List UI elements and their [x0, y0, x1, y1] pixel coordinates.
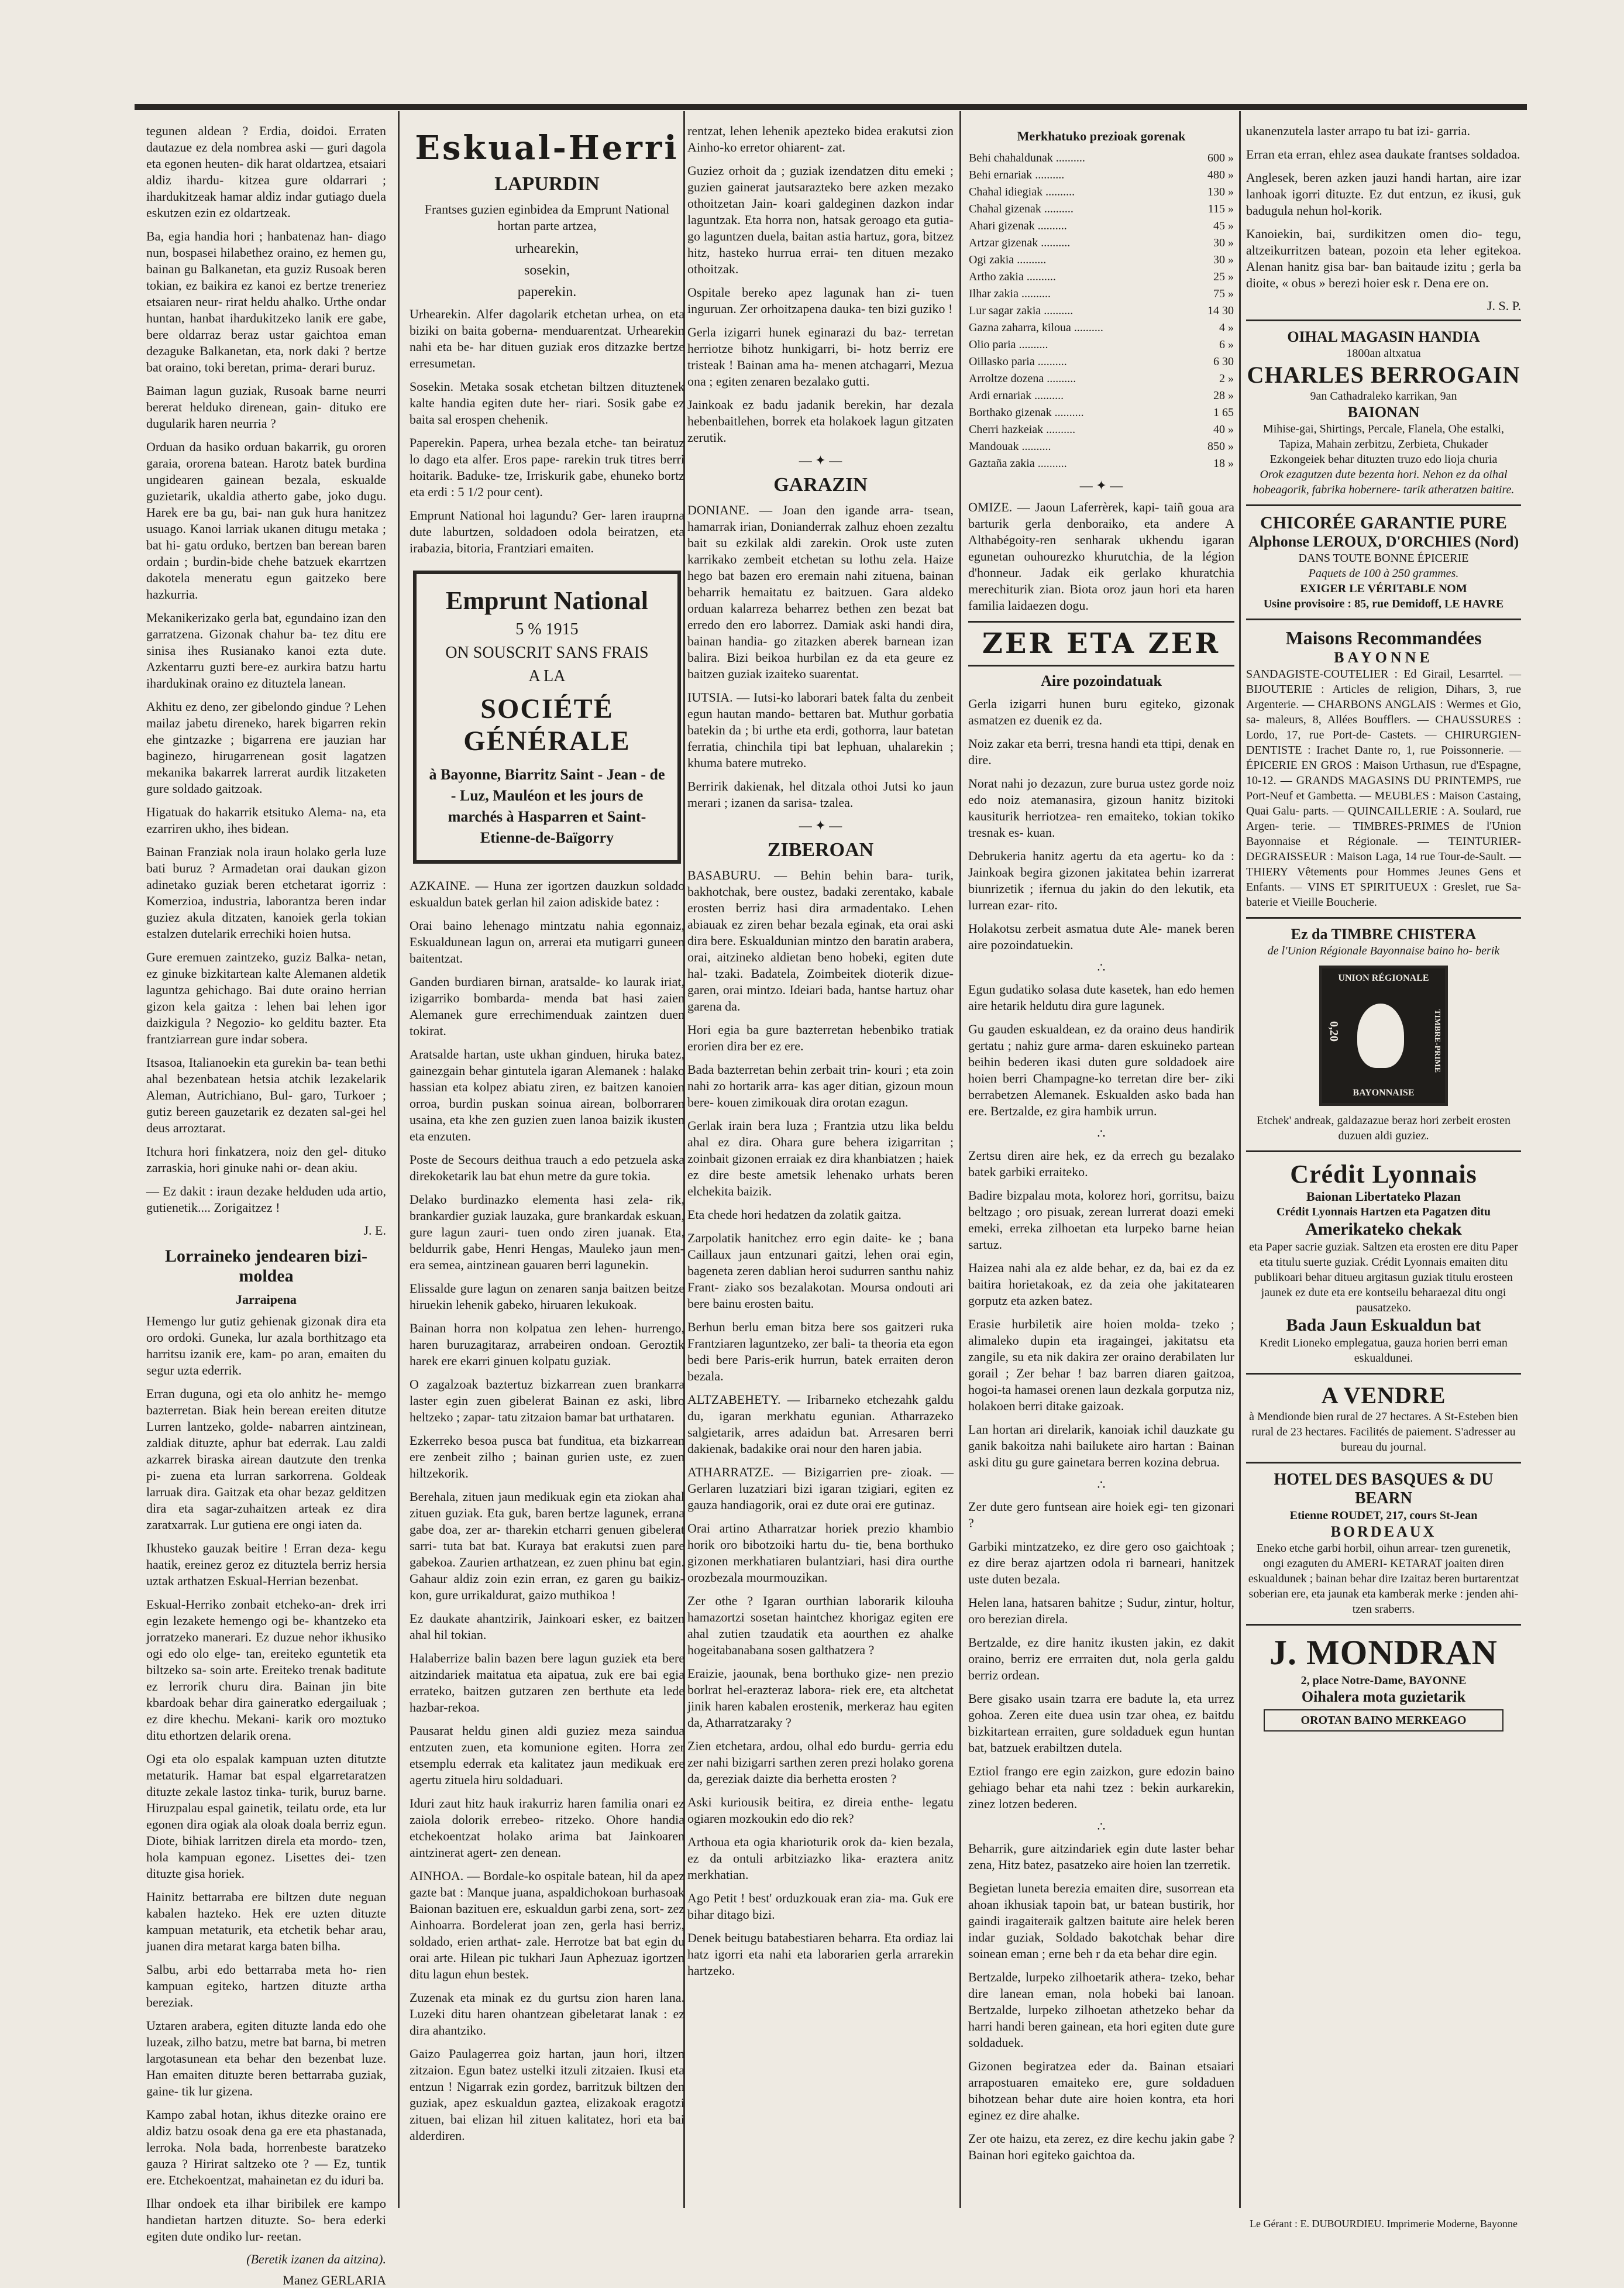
- price-item: Ahari gizenak ..........: [969, 219, 1067, 232]
- paragraph: Aratsalde hartan, uste ukhan ginduen, hiruka batez, gainezgain behar gintutela igaran Alemanek : halako hassian eta kolpez abiatu ziren, ez baitzen kanoien orroa, burdin puskan soinua airean, bolborraren usaina, eta khe zen guzien zuen lanoa baizik ikusten eta enzuten.: [410, 1047, 684, 1143]
- column-5: [1246, 123, 1521, 2208]
- paragraph: Zer dute gero funtsean aire hoiek egi- ten gizonari ?: [968, 1499, 1234, 1530]
- column-4: [968, 123, 1234, 2208]
- ad-text: Etchek' andreak, galdazazue beraz hori zerbeit erosten duzuen aldi guziez.: [1257, 1114, 1511, 1142]
- paragraph: DONIANE. — Joan den igande arra- tsean, hamarrak irian, Donianderrak zalhuz ehoen zezaltu bait su ezkilak aldi zarekin. Orok uste zuten karrikako zembeit etchetan su lothu zela. Haize hego bat bazen ero eremain nahi zituena, bainan beharrik hemaitatu ez baitzuen. Gara aldeko orduan kalarreza beharrez bethen zen bezat bat erredo den ero laborrez. Damiak aski handi dira, bainan handia- go zitazken aberek barnean izan balira. Bizi beikoa hurbilan ez da eta geure ez baitzen guziak izaiteko suarentat.: [687, 503, 954, 681]
- paragraph: Begietan luneta berezia emaiten dire, susorrean eta ahoan ikhusiak tapoin bat, ur batean bustirik, hor gaindi iragaiteraik galtzen baitute aire helek beren indar guziak, Soldado bakotchak behar dire soinean eman ; erne beh r da eta behar dire egin.: [968, 1881, 1234, 1961]
- paragraph: Erran duguna, ogi eta olo anhitz he- memgo bazterretan. Biak hein berean ereiten ditutze Lurren lantzeko, golde- nabarren aintzinean, zaldiak dituzte, aphur bat ederrak. Lau zaldi azkarrek biraska airean dautzute den trenka pi- zuena eta lurran sarkorrena. Goldeak larruak dira. Gaitzak eta ohar bezaz gelditzen dira eta sagar-zuhaitzen arteak ez dira zaratxarrak. Lur gutiena ere ongi iaten da.: [146, 1386, 386, 1532]
- price-row: [968, 336, 1234, 353]
- signature: Manez GERLARIA: [283, 2273, 386, 2287]
- paragraph: Zer ote haizu, eta zerez, ez dire kechu jakin gabe ? Bainan hori egiteko gaichtoa da.: [968, 2131, 1234, 2162]
- paragraph: Gaizo Paulagerrea goiz hartan, jaun hori, iltzen zitzaion. Egun batez ustelki itzuli zitzaien. Ikusi eta entzun ! Nigarrak ezin gordez, barritzuk biltzen den guziak, apez eskualdun gaztea, elizakoak eragotzi zituen, bai elizan hil zituen kalitatez, hori eta bai alderdiren.: [410, 2046, 684, 2143]
- paragraph: Erran eta erran, ehlez asea daukate frantses soldadoa.: [1246, 147, 1520, 162]
- column-1: [146, 123, 386, 2287]
- paragraph: Bertzalde, lurpeko zilhoetarik athera- tzeko, behar dire lanean eman, nola hobeki bai lanoan. Bertzalde, lurpeko zilhoetan athetzeko behar da harri handi beren gainean, eta hori egiten dute gure soldaduek.: [968, 1970, 1234, 2050]
- column-3: [687, 123, 954, 2208]
- paragraph: Haizea nahi ala ez alde behar, ez da, bai ez da ez baitira horietakoak, ez da zeia ohe jakitatearen gorputz eta azken batez.: [968, 1260, 1234, 1308]
- paragraph: Debrukeria hanitz agertu da eta agertu- ko da : Jainkoak begira gizonen jakitatea behin izarrerat biunrizetik ; ifernua du jakin do den lekutik, eta lurrean ezar- rito.: [968, 848, 1234, 912]
- paragraph: Ezkerreko besoa pusca bat funditua, eta bizkarrean ere zenbeit zilho ; bainan gurien uste, ez zuen hiltzekorik.: [410, 1433, 684, 1480]
- ad-address: 9an Cathadraleko karrikan, 9an: [1310, 390, 1457, 403]
- price-value: 115 »: [1207, 202, 1234, 215]
- banner-title: Emprunt National: [446, 586, 648, 615]
- paragraph: Kampo zabal hotan, ikhus ditezke oraino ere aldiz batzu osoak dena ga ere eta phastanada, lerroka. Nola bada, horrenbeste baratzeko gauza ? Hirirat saltzeko ote ? — Ez, tuntik ere. Etchekoentzat, mahainetan ez du iduri ba.: [146, 2107, 386, 2187]
- paragraph: ALTZABEHETY. — Iribarneko etchezahk galdu du, igaran merkhatu egunian. Atharrazeko salgietarik, arres adaidun bat. Arresaren berri dakienak, badakike orai nour den haren jabia.: [687, 1392, 954, 1456]
- ad-address: Etienne ROUDET, 217, cours St-Jean: [1289, 1509, 1478, 1522]
- list-item: sosekin,: [524, 263, 570, 278]
- paragraph: Noiz zakar eta berri, tresna handi eta ttipi, denak en dire.: [968, 736, 1234, 767]
- paragraph: Eskual-Herriko zonbait etcheko-an- drek irri egin lezakete hemengo ogi be- khantzeko eta jorratzeko manerari. Ez duzue nehor ikhusiko ogi edo olo elge- tan, ereiteko eguntetik eta biltzeko sa- soin arte. Ereiteko trenak baditute ez lerrorik churu dira. Bainan jin bite kbardoak behar dira gaineratko edergailuak ; ez dire khechu. Mekani- karik oro moztuko ditu ethortzen delarik orena.: [146, 1597, 386, 1743]
- price-value: 30 »: [1213, 253, 1234, 266]
- paragraph: Kanoiekin, bai, surdikitzen omen dio- tegu, altzeikurritzen batean, pozoin eta leher egitekoa. Alenan hanitz gisa bar- ban baitaude izitu ; gerla ba dioite, « obus » berezi hoier esk r. Dena ere on.: [1246, 226, 1521, 290]
- paragraph: Bada bazterretan behin zerbait trin- kouri ; eta zoin nahi zo hortarik arra- kas ager ditian, gizoun moun bere- kouen zimikouak dira orotan ezagun.: [687, 1062, 954, 1109]
- paragraph: Ogi eta olo espalak kampuan uzten ditutzte metaturik. Hamar bat espal elgarretaratzen dituzte zekale lastoz tinka- turik, buruz barne. Hiruzpalau espal gainetik, teilatu orde, eta lur egonen dira ogiak ala oloak doala berriz egun. Diote, bihiak larritzen direla eta mordo- tzen, hola kampuan egonez. Lisettes dei- tzen dituzte gisa horiek.: [146, 1751, 386, 1881]
- ad-text: Mihise-gai, Shirtings, Percale, Flanela, Ohe estalki, Tapiza, Mahain zerbitzu, Zerbieta, Chukader: [1262, 422, 1505, 451]
- price-item: Artho zakia ..........: [969, 270, 1056, 283]
- price-row: [968, 286, 1234, 303]
- ad-city: BAYONNE: [1334, 649, 1433, 666]
- ad-text: de l'Union Régionale Bayonnaise baino ho- berik: [1267, 944, 1500, 957]
- stamp-bottom-text: BAYONNAISE: [1353, 1088, 1415, 1098]
- ad-text: eta Paper sacrie guziak. Saltzen eta erosten ere ditu Paper eta titulu suerte guziak. Crédit Lyonnais emaiten ditu publikoari behar ditueu argitasun guziak titulu erosteen jaunek ez dute eta ere kontseilu beharaezal ditu ongi pausatzeko.: [1249, 1241, 1518, 1314]
- ad-list: SANDAGISTE-COUTELIER : Ed Girail, Lesarrtel. — BIJOUTERIE : Articles de religion, Dihars, 3, rue Argenterie. — CHARBONS ANGLAIS : Wermes et Gio, sa- maleurs, 8, Allées Boufflers. — CHAUSSURES : Lordo, 17, rue Port-de- Castets. — CHIRURGIEN-DENTISTE : Irachet Dante ro, 1, rue Poissonnerie. — ÉPICERIE EN GROS : Maison Urthasun, rue d'Espagne, 10-12. — GRANDS MAGASINS DU PRINTEMPS, rue Port-Neuf et Gambetta. — MEUBLES : Maison Castaing, Quai Galu- parts. — QUINCAILLERIE : A. Soulard, rue Argen- terie. — TIMBRES-PRIMES de l'Union Bayonnaise et Régionale. — TEINTURIER-DEGRAISSEUR : Maison Laga, 14 rue Tour-de-Sault. — THIERY Vêtements pour Hommes Jeunes Gens et Enfants. — VINS ET SPIRITUEUX : Greslet, rue Sa- baterie et Vieille Boucherie.: [1246, 668, 1521, 909]
- paragraph: Norat nahi jo dezazun, zure burua ustez gorde noiz edo noiz atemanasira, gizoun hanitz bizitoki kausiturik herriotzea- ren emaiteko, tokian tokiko tresnak es- kuan.: [968, 776, 1234, 840]
- section-heading: ZIBEROAN: [767, 839, 874, 861]
- paragraph: Denek beitugu batabestiaren beharra. Eta ordiaz lai hatz igorri eta nahi eta laborarien gerla arrarekin hartzeko.: [687, 1930, 954, 1978]
- price-table: [968, 150, 1234, 472]
- paragraph: Zuzenak eta minak ez du gurtsu zion haren lana. Luzeki ditu haren ohantzean gibeletarat lanak : ez dira ahantziko.: [410, 1990, 684, 2038]
- price-item: Ogi zakia ..........: [969, 253, 1047, 266]
- paragraph: Uztaren arabera, egiten dituzte landa edo ohe luzeak, zilho batzu, metre bat barna, bi metren largotasunean eta behar den bezenbat luze. Han emaiten dituzte beren bettarraba guziak, gaine- tik lur gizena.: [146, 2018, 386, 2098]
- price-value: 40 »: [1213, 423, 1234, 436]
- price-row: [968, 150, 1234, 167]
- section-heading: LAPURDIN: [494, 173, 600, 195]
- paragraph: Eta chede hori hedatzen da zolatik gaitza.: [687, 1207, 902, 1222]
- paragraph: Orai artino Atharratzar horiek prezio khambio horik oro bibotzoiki hartu du- tie, bena borthuko gizonen merkhatiaren bulantziari, hasi dira ourthe orozbezala mourmouzikan.: [687, 1521, 954, 1585]
- paragraph: Garbiki mintzatzeko, ez dire gero oso gaichtoak ; ez dire beraz ajartzen odola ri barneari, hanitzek uste duten bezala.: [968, 1539, 1234, 1586]
- ad-text: Amerikateko chekak: [1305, 1219, 1462, 1239]
- paragraph: Orai baino lehenago mintzatu nahia egonnaiz, Eskualdunean lagun on, arrerai eta mutigarri guneen baitentzat.: [410, 918, 684, 966]
- paragraph: Eztiol frango ere egin zaizkon, gure edozin baino gehiago behar eta nahi tzez : bekin aurkarekin, zinez lotzen bederen.: [968, 1764, 1234, 1811]
- price-item: Ardi ernariak ..........: [969, 389, 1064, 402]
- paragraph: Zer othe ? Igaran ourthian laborarik kilouha hamazortzi sosetan haintchez khorigaz egiten ere ahal zutien tzaudatik eta aourthen ez ahalke hogeitabanabana sosen galthatzera ?: [687, 1593, 954, 1657]
- price-value: 28 »: [1213, 389, 1234, 402]
- ad-heading: Ez da TIMBRE CHISTERA: [1291, 926, 1477, 943]
- paragraph: Iduri zaut hitz hauk irakurriz haren familia onari ez zaiola dolorik errebeo- ritzeko. Ohore handia etchekoentzat holako arima bat Jainkoaren aintzinerat agert- zen denean.: [410, 1796, 684, 1860]
- price-item: Behi chahaldunak ..........: [969, 152, 1085, 164]
- ad-heading: Maisons Recommandées: [1285, 627, 1482, 648]
- separator: — ✦ —: [1079, 478, 1123, 493]
- paragraph: Bertzalde, ez dire hanitz ikusten jakin, ez dakit oraino, berriz ere errraiten dut, nola gerla galdu berriz ordean.: [968, 1635, 1234, 1682]
- column-2: [410, 123, 684, 2208]
- ad-company-name: Alphonse LEROUX, D'ORCHIES (Nord): [1248, 533, 1519, 550]
- price-value: 30 »: [1213, 236, 1234, 249]
- price-value: 18 »: [1213, 457, 1234, 470]
- paragraph: Holakotsu zerbeit asmatua dute Ale- manek beren aire pozoindatuekin.: [968, 921, 1234, 952]
- list-item: paperekin.: [517, 284, 577, 300]
- paragraph: Ez daukate ahantzirik, Jainkoari esker, ez baitzen ahal hil tokian.: [410, 1611, 684, 1642]
- ad-text: Paquets de 100 à 250 grammes.: [1308, 567, 1459, 580]
- paragraph: Gizonen begiratzea eder da. Bainan etsaiari arrapostuaren emaiteko ere, gure soldaduen bihotzean behar dute aire hoien kontra, eta hori eginez ez dire ahalke.: [968, 2059, 1234, 2122]
- paragraph: Gerlak irain bera luza ; Frantzia utzu lika beldu ahal ez dira. Ohara gure behera izigarritan ; zoinbait gizonen erraiak ez dira khanbiatzen ; haiek ez dire beste ametsik lehenako urhats beren elchekita baizik.: [687, 1118, 954, 1198]
- banner-locations: à Bayonne, Biarritz Saint - Jean - de - Luz, Mauléon et les jours de marchés à Hasparren et Saint-Etienne-de-Baïgorry: [429, 766, 665, 846]
- paragraph: IUTSIA. — Iutsi-ko laborari batek falta du zenbeit egun hautan mando- bettaren bat. Muthur gorbatia batekin da ; bi urthe eta erdi, gothorra, laur batetan ferratia, chinchila tipi bat lephuan, uhalarekin ; khuma batere mutreko.: [687, 690, 954, 770]
- stamp-side-text: TIMBRE-PRIME: [1433, 1009, 1441, 1073]
- paragraph: ukanenzutela laster arrapo tu bat izi- garria.: [1246, 123, 1470, 138]
- paragraph: Ospitale bereko apez lagunak han zi- tuen inguruan. Zer orhoitzapena dauka- ten bizi guziko !: [687, 285, 954, 316]
- ad-text: Kredit Lioneko emplegatua, gauza horien berri eman eskualdunei.: [1260, 1337, 1508, 1365]
- ad-text: Bada Jaun Eskualdun bat: [1286, 1315, 1481, 1335]
- article-heading: Lorraineko jendearen bizi-moldea: [164, 1246, 368, 1286]
- paragraph: Ikhusteko gauzak beitire ! Erran deza- kegu haatik, ereinez geroz ez dituztela berriz hersia uztak arthatzen Eskual-Herrian bezenbat.: [146, 1541, 386, 1588]
- paragraph: Hainitz bettarraba ere biltzen dute neguan kabalen hazteko. Hek ere uzten dituzte kampuan metaturik, eta etchetik behar arau, juanen dira metarat karga baten bilha.: [146, 1890, 386, 1953]
- paragraph: — Ez dakit : iraun dezake helduden uda artio, gutienetik.... Zorigaitzez !: [146, 1184, 386, 1215]
- price-item: Gaztaña zakia ..........: [969, 457, 1067, 470]
- paragraph: rentzat, lehen lehenik apezteko bidea erakutsi zion Ainho-ko erretor ohiarent- zat.: [687, 123, 954, 154]
- ad-company-name: J. MONDRAN: [1269, 1633, 1498, 1672]
- price-item: Mandouak ..........: [969, 440, 1051, 453]
- signature: J. E.: [363, 1223, 386, 1238]
- paragraph: Itchura hori finkatzera, noiz den gel- dituko zarraskia, hori ginuke nahi or- dean akiu.: [146, 1144, 386, 1175]
- paragraph: Poste de Secours deithua trauch a edo petzuela aska direkoketarik lau bat ehun metre da gure tokia.: [410, 1152, 684, 1183]
- price-value: 45 »: [1213, 219, 1234, 232]
- printer-footer: Le Gérant : E. DUBOURDIEU. Imprimerie Moderne, Bayonne: [1250, 2218, 1518, 2229]
- stamp-value: 0,20: [1327, 1021, 1340, 1042]
- separator: ∴: [1097, 960, 1106, 975]
- paragraph: Frantses guzien eginbidea da Emprunt National hortan parte artzea,: [424, 202, 670, 233]
- ad-city: BORDEAUX: [1330, 1523, 1437, 1540]
- advertisement-recommended-shops: [1246, 619, 1521, 917]
- paragraph: Berhun berlu eman bitza bere sos gaitzeri ruka Frantziaren laguntzeko, zer bali- ta theoria eta egon bedi bere Paris-erik hurrun, batek erraiten deron bezala.: [687, 1320, 954, 1383]
- paragraph: Berririk dakienak, hel ditzala othoi Jutsi ko jaun merari ; izanen da sarisa- tzalea.: [687, 779, 954, 810]
- price-item: Olio paria ..........: [969, 338, 1048, 351]
- paragraph: AZKAINE. — Huna zer igortzen dauzkun soldado eskualdun batek gerlan hil zaion adiskide batez :: [410, 878, 684, 909]
- paragraph: Berehala, zituen jaun medikuak egin eta ziokan ahal zituen guziak. Eta guk, baren bertze lagunek, errana gabe doa, zer ar- tharekin etcharri genuen gibelerat sarri- tuta bat bat. Kuraya bat erakutsi zuen pare gabekoa. Zaurien arthatzean, ez zuen phinu bat egin. Gahaur aldiz zoin ezin erran, ez garen gu baikiz- kon, gure urrikaldurat, gaizo muthikoa !: [410, 1489, 684, 1602]
- shell-icon: [1357, 1004, 1404, 1068]
- advertisement-mondran: [1246, 1624, 1521, 1742]
- price-value: 850 »: [1207, 440, 1234, 453]
- paragraph: Delako burdinazko elementa hasi zela- rik, brankardier guziak lauzaka, gure brankardak eskuan, gure lagun zauri- tuen ondo ziren juanak. Eta, beldurrik gabe, Henri Hengas, Mauleko jaun men- era semea, aintzinean gauaren berri lagunekin.: [410, 1192, 684, 1272]
- price-value: 480 »: [1207, 169, 1234, 181]
- ad-heading: A VENDRE: [1321, 1382, 1446, 1408]
- price-row: [968, 184, 1234, 201]
- ad-heading: CHICORÉE GARANTIE PURE: [1260, 513, 1507, 533]
- separator: ∴: [1097, 1819, 1106, 1834]
- ad-text: Oihalera mota guzietarik: [1301, 1688, 1466, 1705]
- price-item: Gazna zaharra, kiloua ..........: [969, 321, 1103, 334]
- price-value: 4 »: [1219, 321, 1234, 334]
- price-item: Chahal idiegiak ..........: [969, 185, 1075, 198]
- ad-text: Crédit Lyonnais Hartzen eta Pagatzen ditu: [1276, 1205, 1491, 1218]
- paragraph: Bere gisako usain tzarra ere badute la, eta urrez gohoa. Zeren eite duea usin tzar ohea, ez baitdu bizkitartean erraiten, gure soldaduek egun huntan bat, batzuek erabiltzen dutela.: [968, 1691, 1234, 1755]
- price-value: 130 »: [1207, 185, 1234, 198]
- ad-text: Usine provisoire : 85, rue Demidoff, LE HAVRE: [1263, 597, 1504, 610]
- price-item: Borthako gizenak ..........: [969, 406, 1084, 419]
- column-divider: [398, 111, 400, 2208]
- paragraph: O zagalzoak baztertuz bizkarrean zuen brankarra laster egin zuen gibelerat Bainan ez aski, libro heltzeko ; zapar- tatu zitzaion bamar bat urthataren.: [410, 1377, 684, 1424]
- price-value: 6 30: [1213, 355, 1234, 368]
- paragraph: Bainan Franziak nola iraun holako gerla luze bati buruz ? Armadetan orai daukan gizon adinetako guziak beren etchetarat igorriz : Komerzioa, industria, laborantza beren indar guziez akula ditzaten, kanoiek gerla tokian estalzen dutelarik errechiki hoien hutsa.: [146, 844, 386, 941]
- paragraph: ATHARRATZE. — Bizigarrien pre- zioak. — Gerlaren luzatziari bizi igaran tzigiari, egiten ez gauza handiagorik, orai ez dute orai ere gutinaz.: [687, 1465, 954, 1512]
- banner-connector: A LA: [528, 667, 566, 685]
- paragraph: Salbu, arbi edo bettarraba meta ho- rien kampuan egiteko, hartzen dituzte artha bereziak.: [146, 1962, 386, 2009]
- price-item: Oillasko paria ..........: [969, 355, 1067, 368]
- price-item: Artzar gizenak ..........: [969, 236, 1071, 249]
- paragraph: Gu gauden eskualdean, ez da oraino deus handirik gertatu ; nahiz gure arma- daren eskuineko partean beihin bederen ikasi duten gure soldadoek aire hoien berri Champagne-ko terretan dire ber- ziki berrabetzen Alemanek. Eskualden asko bada han ere. Bertzalde, ez gira hambik urrun.: [968, 1022, 1234, 1118]
- price-value: 600 »: [1207, 152, 1234, 164]
- separator: — ✦ —: [799, 818, 842, 833]
- advertisement-a-vendre: [1246, 1373, 1521, 1462]
- price-row: [968, 252, 1234, 269]
- paragraph: Urhearekin. Alfer dagolarik etchetan urhea, on eta biziki on baita goberna- menduarentzat. Urhearekin nahi eta be- har dituen guziak eros ditzazke bertze erresumetan.: [410, 307, 684, 370]
- advertisement-berrogain: [1246, 320, 1521, 504]
- paragraph: Gure eremuen zaintzeko, guziz Balka- netan, ez ginuke bizkitartean kalte Alemanen aldetik laguntza gehichago. Bai dute oraino herrian gizon kela gaitza : lehen bai lehen igor daizkigula ? Negozio- ko gelditu bazter. Eta frantziarrean gure indar sobera.: [146, 950, 386, 1046]
- paragraph: Egun gudatiko solasa dute kasetek, han edo hemen aire hetarik heldutu dira gure lagunek.: [968, 982, 1234, 1013]
- paragraph: Eraizie, jaounak, bena borthuko gize- nen prezio borlrat hel-erazteraz labora- riek ere, eta altchetat jinik haren kabalen erostenik, merkeraz hau egiten da, Atharratzaraky ?: [687, 1666, 954, 1730]
- section-heading: GARAZIN: [773, 474, 868, 496]
- banner-subscription: ON SOUSCRIT SANS FRAIS: [445, 644, 649, 662]
- paragraph: Sosekin. Metaka sosak etchetan biltzen dituztenek kalte handia egiten dute her- riari. Sosik gabe ez baita sal erospen chehenik.: [410, 379, 684, 427]
- banner-bank: SOCIÉTÉ GÉNÉRALE: [463, 693, 631, 757]
- ad-text: Orok ezagutzen dute bezenta hori. Nehon ez da oihal hobeagorik, fabrika hobernere- tarik atheratzen baitire.: [1253, 468, 1515, 496]
- ad-heading: HOTEL DES BASQUES & DU BEARN: [1274, 1471, 1494, 1507]
- paragraph: Erasie hurbiletik aire hoien molda- tzeko ; alimaleko dupin eta iragaingei, jakitatsu eta zangile, su eta nik dakira zer oraino derabilaten lur gorail ; Zer behar ! baz barren diaren gaitzoa, hogoi-ta hamasei orenen laun dezkala gorputza niz, holakoen berri ditake gaizoak.: [968, 1317, 1234, 1413]
- separator: ∴: [1097, 1126, 1106, 1141]
- price-row: [968, 320, 1234, 336]
- article-subheading: Aire pozoindatuak: [1041, 672, 1162, 689]
- loan-advertisement: [413, 571, 681, 864]
- paragraph: Baiman lagun guziak, Rusoak barne neurri bererat helduko direnean, gain- dituko ere dugularik haren neurria ?: [146, 383, 386, 431]
- paragraph: Zertsu diren aire hek, ez da errech gu bezalako batek garbiki erraiteko.: [968, 1148, 1234, 1179]
- price-value: 25 »: [1213, 270, 1234, 283]
- separator: — ✦ —: [799, 453, 842, 468]
- paragraph: Mekanikerizako gerla bat, egundaino izan den garratzena. Gizonak chahur ba- tez ditu ere sinisa ihes Rusianako kanoi ezta dute. Azkentarru guzti bere-ez aurkira batzu hartu ihardukinak oraino ez dituztela lanean.: [146, 610, 386, 690]
- stamp-top-text: UNION RÉGIONALE: [1338, 973, 1429, 983]
- paragraph: Ilhar ondoek eta ilhar biribilek ere kampo handietan hartzen dituzte. So- bera ederki egiten dute ondiko lur- reetan.: [146, 2196, 386, 2244]
- price-value: 2 »: [1219, 372, 1234, 385]
- paragraph: Paperekin. Papera, urhea bezala etche- tan beiratuz lo dago eta alfer. Eros pape- rarekin truk titres berri hoitarik. Baduke- tze, Irriskurik gabe, ehuneko bortz eta erdi : 5 1/2 pour cent).: [410, 435, 684, 499]
- price-row: [968, 438, 1234, 455]
- price-row: [968, 218, 1234, 235]
- price-row: [968, 303, 1234, 320]
- paragraph: Akhitu ez deno, zer gibelondo gindue ? Lehen mailaz jabetu direneko, harek bigarren rekin ehe gintzazke ; bigarrena ere jauzian har baginezo, hirugarrenean gosit lagatzen mekanika bakarrek larrerat aurdik litzaketen gure soldado gaitzoak.: [146, 699, 386, 796]
- ad-company-name: CHARLES BERROGAIN: [1247, 362, 1520, 388]
- advertisement-timbre: [1246, 917, 1521, 1150]
- price-item: Lur sagar zakia ..........: [969, 304, 1074, 317]
- paragraph: AINHOA. — Bordale-ko ospitale batean, hil da apez gazte bat : Manque juana, aspaldichokoan burhasoak Baionan bazituen ere, eskualdun garbi zena, sort- zez Ainhoarra. Bordelerat joan zen, gerla hasi berriz, soldado, erien arthat- zale. Herrotze bat bat egin du orai arte. Hilean pic tukhari Jaun Aphezuaz igortzen ditu lagun ehun bestek.: [410, 1868, 684, 1981]
- price-row: [968, 455, 1234, 472]
- price-item: Chahal gizenak ..........: [969, 202, 1074, 215]
- ad-company-name: Crédit Lyonnais: [1290, 1160, 1477, 1188]
- ad-subheading: 1800an altxatua: [1346, 347, 1421, 360]
- banner-rate: 5 % 1915: [515, 620, 579, 638]
- ad-text: Eneko etche garbi horbil, oihun arrear- tzen gurenetik, ongi ezaguten du AMERI- KETARAT joaiten diren eskualdunek ; bainan behar dire Izaitaz beren burtarentzat soberian ere, eta jaunak eta kamberak merke : jenden ahi- tzen sraberrs.: [1248, 1542, 1519, 1616]
- price-value: 75 »: [1213, 287, 1234, 300]
- price-item: Ilhar zakia ..........: [969, 287, 1051, 300]
- paragraph: Halaberrize balin bazen bere lagun guziek eta bere aitzindariek maitatua eta aipatua, zuk ere bai egia errateko, baitzen gutzaren zen berthute eta lede hazbar-rekoa.: [410, 1651, 684, 1715]
- price-value: 1 65: [1213, 406, 1234, 419]
- paragraph: Itsasoa, Italianoekin eta gurekin ba- tean bethi ahal bezenbatean hetsia atchik lezakelarik Aleman, Autrichiano, Bul- garo, Turkoer ; gutiz bereen gauzetarik ez dezaten sal-gei hel deus arroztarat.: [146, 1055, 386, 1135]
- paragraph: Badire bizpalau mota, kolorez hori, gorritsu, baizu beltzago ; oro pisuak, zerean lurrerat doazi emeki emeki, erreka zilhoetan eta lurpeko barne heian sartuz.: [968, 1188, 1234, 1252]
- column-divider: [959, 111, 961, 2208]
- top-rule: [135, 104, 1527, 110]
- paragraph: Lan hortan ari direlarik, kanoiak ichil dauzkate gu ganik bakoitza nahi bailukete airo hartan : Bainan aski ditu gu gure gainetara berren kozina debrua.: [968, 1422, 1234, 1469]
- advertisement-chicoree: [1246, 504, 1521, 619]
- paragraph: Hori egia ba gure bazterretan hebenbiko tratiak erorien dira ber ez ere.: [687, 1022, 954, 1053]
- paragraph: Helen lana, hatsaren bahitze ; Sudur, zintur, holtur, oro berezian direla.: [968, 1595, 1234, 1626]
- paragraph: Gerla izigarri hunen buru egiteko, gizonak asmatzen ez duenik ez da.: [968, 696, 1234, 727]
- paragraph: Zarpolatik hanitchez erro egin daite- ke ; bana Caillaux jaun entzunari gaitzi, lehen orai egin, bageneta zeren dablian heroi sudurren santhu nahiz Frant- ziako sos bezalakotan. Moursa ondouti ari bere bainu erosten baitu.: [687, 1231, 954, 1311]
- paragraph: Ago Petit ! best' orduzkouak eran zia- ma. Guk ere bihar ditago bizi.: [687, 1891, 954, 1922]
- price-row: [968, 370, 1234, 387]
- paragraph: BASABURU. — Behin behin bara- turik, bakhotchak, bere oustez, badaki zerentako, kabale erosten berriz hasi dira armadentako. Lehen abiauak ez ziren behar bezala eginak, eta orai aski dira bere. Eskualdunian mintzo den baratin arabera, orai, aitzineko aldietan beno hobeki, egiten dute hal- tzaki. Badatela, Zoimbeitek dioterik dizue- garen, orai mintzo. Ideiari bada, hantse hartuz ohar garena da.: [687, 868, 954, 1014]
- paragraph: Anglesek, beren azken jauzi handi hartan, aire izar lanhoak igorri dituzte. Ez dut entzun, ez ikusi, guk badugula nehun hol-korik.: [1246, 170, 1521, 218]
- price-row: [968, 353, 1234, 370]
- masthead-title: Eskual-Herri: [415, 129, 679, 167]
- ad-heading: OIHAL MAGASIN HANDIA: [1287, 328, 1480, 345]
- price-value: 14 30: [1207, 304, 1234, 317]
- paragraph: Ganden burdiaren birnan, aratsalde- ko laurak iriat, izigarriko bombarda- menda bat hasi zaien Alemanek gure errechimenduak zaintzen duen tokirat.: [410, 974, 684, 1038]
- ad-text: Ezkongeiek behar dituzten truzo edo lioja churia: [1269, 453, 1498, 466]
- article-subheading: Jarraipena: [236, 1292, 297, 1307]
- price-row: [968, 269, 1234, 286]
- advertisement-hotel: [1246, 1462, 1521, 1624]
- price-row: [968, 421, 1234, 438]
- ad-text: OROTAN BAINO MERKEAGO: [1264, 1709, 1503, 1732]
- paragraph: Emprunt National hoi lagundu? Ger- laren irauprna dute laburtzen, soldadoen odola beiratzen, eta irabazia, bitoria, Frantziari emaiten.: [410, 508, 684, 555]
- paragraph: Beharrik, gure aitzindariek egin dute laster behar zena, Hitz batez, pasatzeko aire hoien lan tzerretik.: [968, 1841, 1234, 1872]
- ad-text: à Mendionde bien rural de 27 hectares. A St-Esteben bien rural de 23 hectares. Facilités de paiement. S'adresser au bureau du journal.: [1249, 1410, 1518, 1454]
- price-item: Arroltze dozena ..........: [969, 372, 1076, 385]
- price-table-heading: Merkhatuko prezioak gorenak: [1017, 129, 1186, 143]
- price-item: Behi ernariak ..........: [969, 169, 1065, 181]
- paragraph: Arthoua eta ogia kharioturik orok da- kien bezala, ez da ontuli arbitziazko lika- eraztera anitz merkhatian.: [687, 1834, 954, 1882]
- price-row: [968, 404, 1234, 421]
- ad-text: Baionan Libertateko Plazan: [1306, 1189, 1461, 1204]
- paragraph: Aski kuriousik beitira, ez direia enthe- legatu ogiaren mozkoukin edo dio rek?: [687, 1795, 954, 1826]
- paragraph: Pausarat heldu ginen aldi guziez meza saindua entzuten zuen, eta komunione egiten. Horra zer etsemplu ederrak eta kalitatez jaun medikuak ere agertu zituela hiru soldaduari.: [410, 1723, 684, 1787]
- ad-text: EXIGER LE VÉRITABLE NOM: [1300, 582, 1467, 595]
- paragraph: Bainan horra non kolpatua zen lehen- hurrengo, haren buruzagitaraz, arrabeiren ondoan. Geroztik harek ere ekarri ginuen kolpatu guziak.: [410, 1321, 684, 1368]
- signature: J. S. P.: [1487, 298, 1521, 313]
- advertisement-credit-lyonnais: [1246, 1150, 1521, 1373]
- ad-city: BAIONAN: [1347, 404, 1420, 421]
- price-row: [968, 387, 1234, 404]
- column-divider: [1239, 111, 1241, 2208]
- paragraph: Guziez orhoit da ; guziak izendatzen ditu emeki ; guzien gainerat jautsarazteko bere azken mezako othoitzetan Jain- koari galdeginen dazkon indar laguntzak. Eta horra non, hatsak geroago eta gutia- go laguntzen duela, baitan astia hartuz, gora, bitzez hitz, hasteko hurrua errai- ten dituen mezako othoitzak.: [687, 163, 954, 276]
- paragraph: Elissalde gure lagun on zenaren sanja baitzen beitze hiruekin lehenik gabeko, hiruaren lekukoak.: [410, 1281, 684, 1312]
- ad-text: DANS TOUTE BONNE ÉPICERIE: [1298, 552, 1469, 565]
- price-row: [968, 201, 1234, 218]
- paragraph: Gerla izigarri hunek eginarazi du baz- terretan herriotze bihotz hunkigarri, bi- hotz berriz ere tristeak ! Bainan ama ha- menen atchagarri, Mezua ona ; egiten zenaren bezalako gutti.: [687, 325, 954, 389]
- list-item: urhearekin,: [515, 241, 579, 256]
- paragraph: tegunen aldean ? Erdia, doidoi. Erraten dautazue ez dela nombrea aski — guri dagola eta egonen heuten- dik harat oldartzea, etsaiari aldiz ihardu- kitzea gure oldarrari ; ihardukitzeak hamar aldiz indar gutiago duela eskutzen ezin ez oldartzeak.: [146, 123, 386, 220]
- price-row: [968, 167, 1234, 184]
- paragraph: Hemengo lur gutiz gehienak gizonak dira eta oro ordoki. Guneka, lur azala borthitzago eta harritsu izanik ere, kam- po aran, emaiten du segur uzta ederrik.: [146, 1314, 386, 1377]
- paragraph: Orduan da hasiko orduan bakarrik, gu ororen garaia, ororena batean. Harotz batek burdina ungidearen gainean bezala, eskualde guzietarik, ukaldia atherto gabe, joko dugu. Harek ere ba gu, bai- nan guk hura hanitzez usuago. Kanoi larriak ukanen ditugu metaka ; bat hi- gatu orduko, bertzen ban berean baren ordain ; burdin-bide chehe batzuek ekarrtzen dakotela meneratu egun gaitzeko bere hazkurria.: [146, 439, 386, 602]
- ad-address: 2, place Notre-Dame, BAYONNE: [1300, 1674, 1467, 1687]
- paragraph: Ba, egia handia hori ; hanbatenaz han- diago nun, bospasei hilabethez oraino, ez hemen gu, bainan gu Balkanetan, eta guziz Rusoak beren tokian, ez baikira ez kanoi ez bertze treneriez etsaiaren neur- rirat heldu ahalko. Urthe ondar huntan, hanbat ihardukitzeko lanik ere gabe, bere oldarraz beraz ustar gaichtoa eman dezaguke Balkanetan, eta, nork daki ? bertze bat oraino, toki beretan, prima- derari buruz.: [146, 229, 386, 375]
- paragraph: OMIZE. — Jaoun Laferrèrek, kapi- taiñ goua ara barturik gerla denboraiko, eta andere A Althabégoity-ren senharak ukhendu igaran egunetan ouhourezko khurutchia, de la légion d'honneur. Jadak eik gerlako khuratchia merechiturik zian. Biota oroz jaun hori eta haren familia laidaezen dogu.: [968, 500, 1234, 613]
- price-row: [968, 235, 1234, 252]
- separator: ∴: [1097, 1478, 1106, 1492]
- stamp-image: [1319, 966, 1448, 1106]
- price-value: 6 »: [1219, 338, 1234, 351]
- paragraph: Zien etchetara, ardou, olhal edo burdu- gerria edu zer nahi bizigarri sarthen zeren prezi holako gorena da, gereziak daizte dia berhetta erosten ?: [687, 1739, 954, 1786]
- price-item: Cherri hazkeiak ..........: [969, 423, 1076, 436]
- paragraph: Jainkoak ez badu jadanik berekin, har dezala hebenbaitlehen, borrek eta holakoek lagun gitzaten zerutik.: [687, 397, 954, 445]
- paragraph: Higatuak do hakarrik etsituko Alema- na, eta ezarriren ukho, ihes bidean.: [146, 805, 386, 836]
- section-heading: ZER ETA ZER: [968, 621, 1234, 667]
- continuation-note: (Beretik izanen da aitzina).: [246, 2252, 386, 2266]
